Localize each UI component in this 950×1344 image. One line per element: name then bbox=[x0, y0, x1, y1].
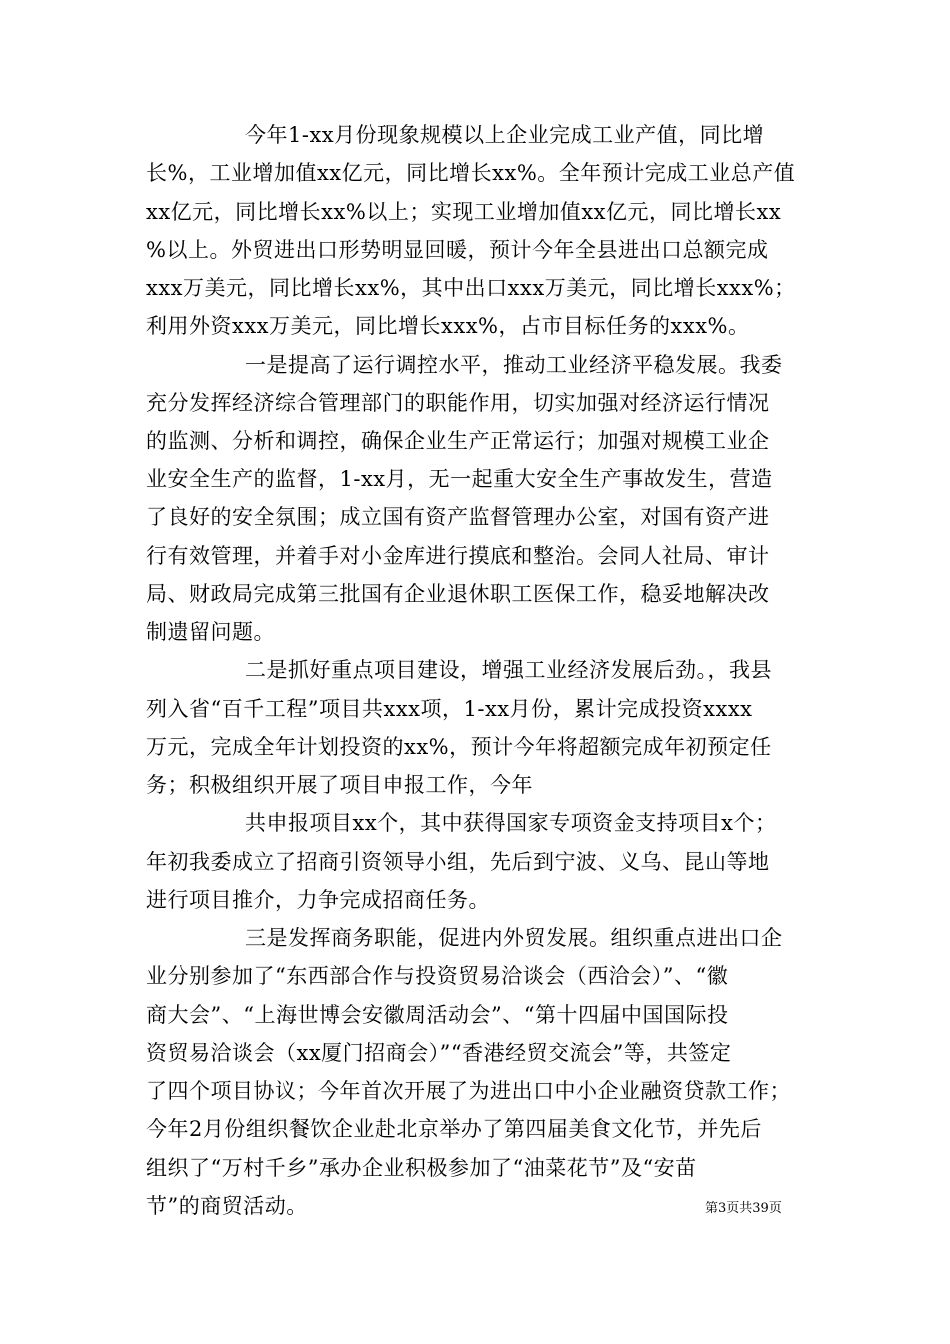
text-line: 万元，完成全年计划投资的xx%，预计今年将超额完成年初预定任 bbox=[146, 735, 772, 759]
text-line: %以上。外贸进出口形势明显回暖，预计今年全县进出口总额完成 bbox=[146, 238, 769, 262]
text-line: 进行项目推介，力争完成招商任务。 bbox=[146, 888, 490, 912]
text-line: 利用外资xxx万美元，同比增长xxx%，占市目标任务的xxx%。 bbox=[146, 314, 750, 338]
page-number-footer: 第3页共39页 bbox=[705, 1201, 782, 1216]
text-line: 二是抓好重点项目建设，增强工业经济发展后劲。，我县 bbox=[245, 658, 772, 682]
text-line: 业安全生产的监督，1-xx月，无一起重大安全生产事故发生，营造 bbox=[146, 467, 773, 491]
text-line: 务；积极组织开展了项目申报工作，今年 bbox=[146, 773, 533, 797]
text-line: 了良好的安全氛围；成立国有资产监督管理办公室，对国有资产进 bbox=[146, 505, 770, 529]
text-line: 长%，工业增加值xx亿元，同比增长xx%。全年预计完成工业总产值 bbox=[146, 161, 796, 185]
text-line: 行有效管理，并着手对小金库进行摸底和整治。会同人社局、审计 bbox=[146, 544, 770, 568]
text-line: xx亿元，同比增长xx%以上；实现工业增加值xx亿元，同比增长xx bbox=[146, 200, 782, 224]
text-line: 节”的商贸活动。 bbox=[146, 1194, 308, 1218]
text-line: 列入省“百千工程”项目共xxx项，1-xx月份，累计完成投资xxxx bbox=[146, 697, 753, 721]
text-line: 一是提高了运行调控水平，推动工业经济平稳发展。我委 bbox=[245, 353, 783, 377]
text-line: 制遗留问题。 bbox=[146, 620, 275, 644]
text-line: 业分别参加了“东西部合作与投资贸易洽谈会（西洽会）”、“徽 bbox=[146, 964, 729, 988]
text-line: 的监测、分析和调控，确保企业生产正常运行；加强对规模工业企 bbox=[146, 429, 770, 453]
text-line: 三是发挥商务职能，促进内外贸发展。组织重点进出口企 bbox=[245, 926, 783, 950]
text-line: 局、财政局完成第三批国有企业退休职工医保工作，稳妥地解决改 bbox=[146, 582, 770, 606]
text-line: xxx万美元，同比增长xx%，其中出口xxx万美元，同比增长xxx%； bbox=[146, 276, 796, 300]
text-line: 今年1-xx月份现象规模以上企业完成工业产值，同比增 bbox=[245, 123, 765, 147]
text-line: 今年2月份组织餐饮企业赴北京举办了第四届美食文化节，并先后 bbox=[146, 1117, 762, 1141]
text-line: 年初我委成立了招商引资领导小组，先后到宁波、义乌、昆山等地 bbox=[146, 850, 770, 874]
text-line: 了四个项目协议；今年首次开展了为进出口中小企业融资贷款工作； bbox=[146, 1079, 791, 1103]
text-line: 共申报项目xx个，其中获得国家专项资金支持项目x个； bbox=[245, 811, 777, 835]
text-line: 组织了“万村千乡”承办企业积极参加了“油菜花节”及“安苗 bbox=[146, 1156, 697, 1180]
text-line: 充分发挥经济综合管理部门的职能作用，切实加强对经济运行情况 bbox=[146, 391, 770, 415]
text-line: 资贸易洽谈会（xx厦门招商会）”“香港经贸交流会”等，共签定 bbox=[146, 1041, 732, 1065]
text-line: 商大会”、“上海世博会安徽周活动会”、“第十四届中国国际投 bbox=[146, 1003, 729, 1027]
